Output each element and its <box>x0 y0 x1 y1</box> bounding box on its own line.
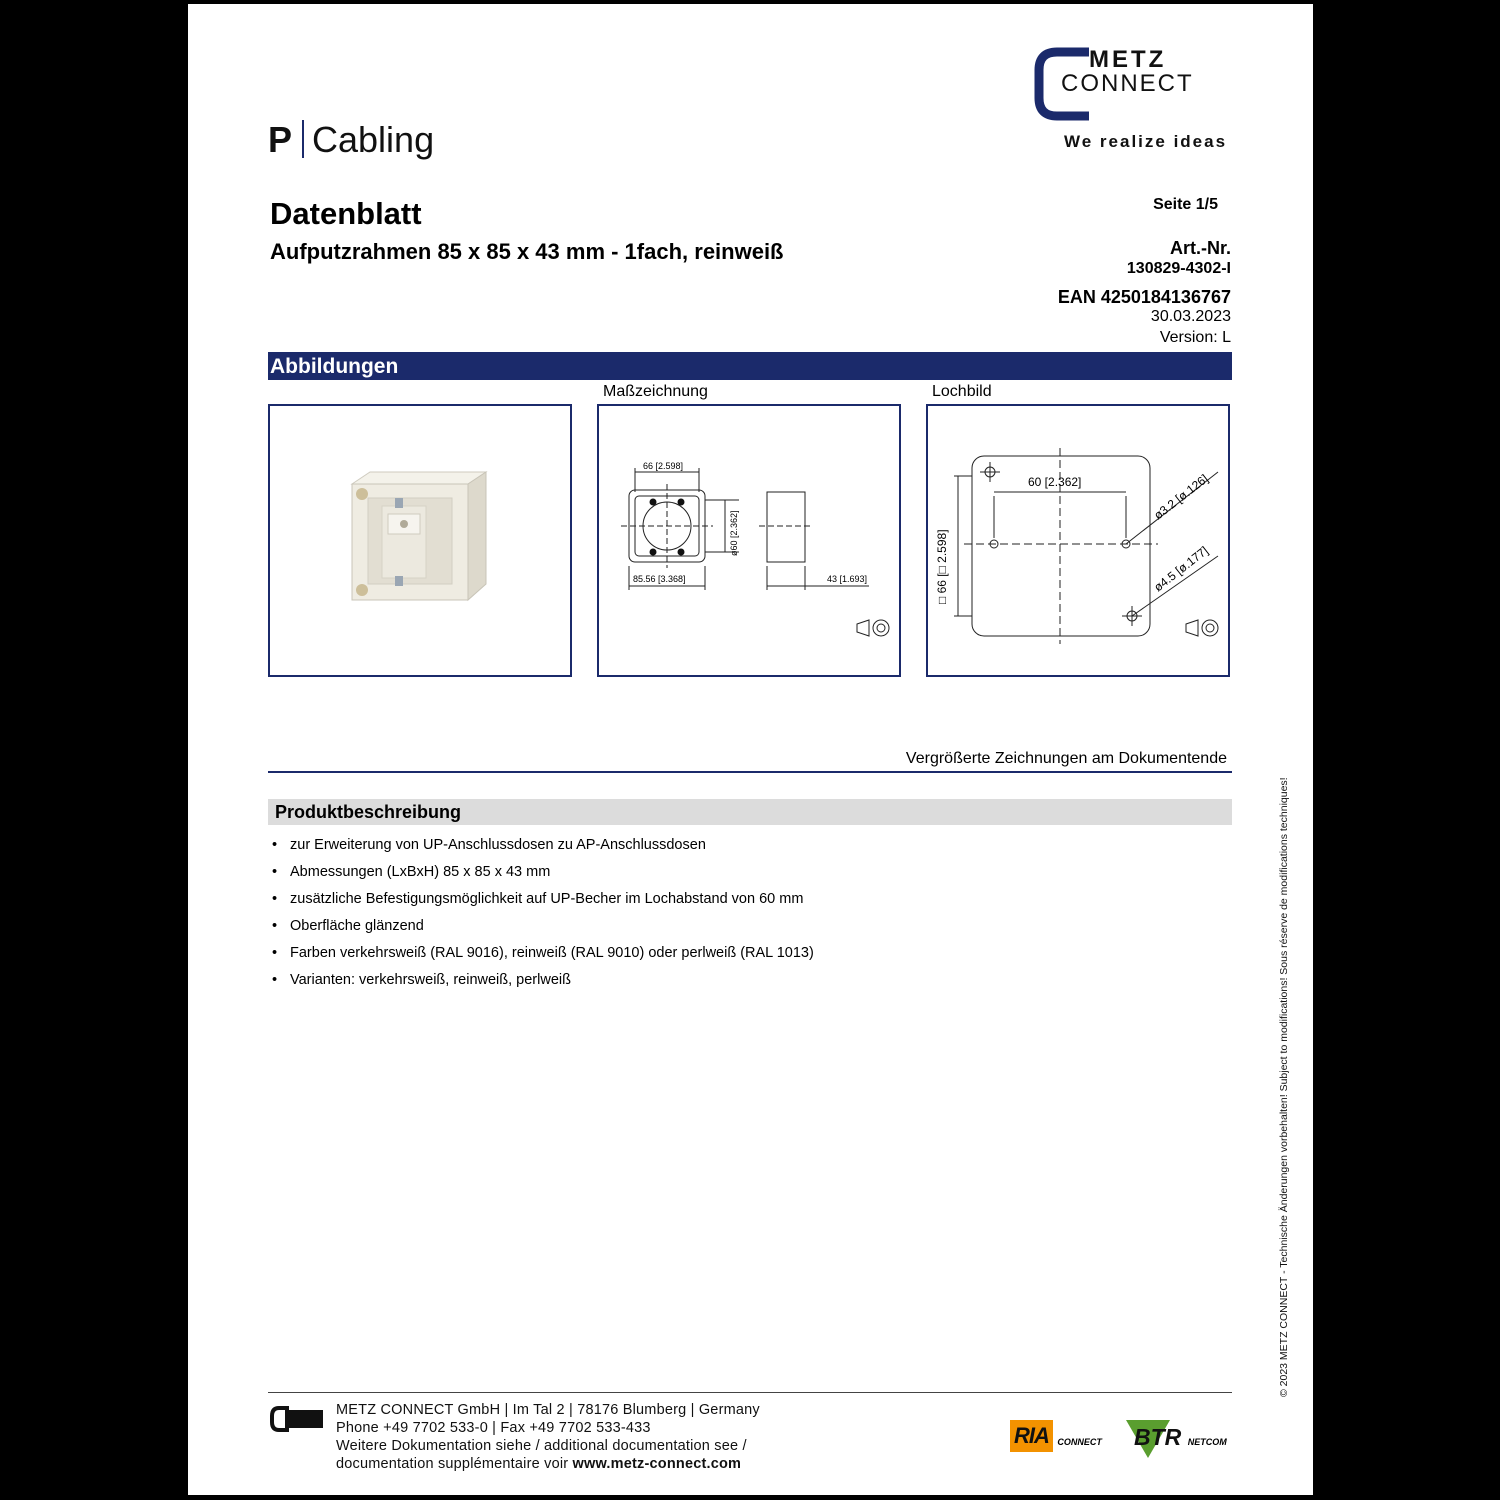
hole-square-label: □ 66 [□ 2.598] <box>935 529 949 604</box>
caption-dimension-drawing: Maßzeichnung <box>603 383 708 400</box>
footer-line-phone: Phone +49 7702 533-0 | Fax +49 7702 533-433 <box>336 1420 651 1436</box>
btr-logo-mark: BTR <box>1134 1424 1182 1450</box>
doc-version: Version: L <box>1159 329 1231 346</box>
ria-logo-mark: RIA <box>1010 1420 1053 1452</box>
logo-metz: METZ <box>1089 46 1167 73</box>
doc-title: Datenblatt <box>270 196 422 231</box>
brand-title <box>268 119 434 161</box>
metz-connect-logo <box>1033 46 1233 156</box>
ria-logo-sub: CONNECT <box>1057 1437 1102 1447</box>
brand-name: Cabling <box>312 119 435 160</box>
btr-logo-sub: NETCOM <box>1187 1437 1227 1447</box>
footer-divider <box>268 1392 1232 1393</box>
list-item: • zusätzliche Befestigungsmöglichkeit auf UP-Becher im Lochabstand von 60 mm <box>272 891 804 907</box>
ria-connect-logo <box>1010 1420 1102 1456</box>
hole-pattern-drawing <box>928 406 1228 676</box>
list-item: • Varianten: verkehrsweiß, reinweiß, perlweiß <box>272 972 571 988</box>
art-label: Art.-Nr. <box>1169 238 1231 258</box>
list-item: • Oberfläche glänzend <box>272 918 424 934</box>
dimension-drawing <box>599 406 899 676</box>
product-image-box <box>268 404 572 677</box>
copyright-side-note: © 2023 METZ CONNECT - Technische Änderungen vorbehalten! Subject to modifications! Sous réserve de modifications techniques! <box>1278 777 1290 1397</box>
brand-divider <box>302 120 304 158</box>
logo-connect: CONNECT <box>1061 70 1194 97</box>
datasheet-page <box>188 4 1313 1495</box>
dim-outer-label: 85.56 [3.368] <box>633 574 686 584</box>
list-item: • Farben verkehrsweiß (RAL 9016), reinweiß (RAL 9010) oder perlweiß (RAL 1013) <box>272 945 814 961</box>
enlarged-drawings-note: Vergrößerte Zeichnungen am Dokumentende <box>905 750 1227 767</box>
section-divider <box>268 771 1232 773</box>
dim-diameter-label: ø60 [2.362] <box>729 510 739 556</box>
hole-small-diameter-label: ø3.2 [ø.126] <box>1151 471 1211 523</box>
footer-logo-icon <box>269 1404 325 1434</box>
art-number: 130829-4302-I <box>1126 260 1231 277</box>
footer-line-company: METZ CONNECT GmbH | Im Tal 2 | 78176 Blumberg | Germany <box>336 1402 760 1418</box>
brand-letter: P <box>268 119 293 160</box>
description-list <box>272 837 814 999</box>
footer-line-docs: Weitere Dokumentation siehe / additional documentation see / <box>336 1438 747 1454</box>
ean-number: EAN 4250184136767 <box>1057 287 1231 307</box>
section-produktbeschreibung: Produktbeschreibung <box>268 799 1232 825</box>
caption-hole-pattern: Lochbild <box>932 383 992 400</box>
footer-address <box>336 1401 760 1473</box>
hole-large-diameter-label: ø4.5 [ø.177] <box>1151 543 1211 595</box>
footer-line-docs-fr: documentation supplémentaire voir www.metz-connect.com <box>336 1456 742 1472</box>
page-number: Seite 1/5 <box>1153 196 1218 213</box>
list-item: • zur Erweiterung von UP-Anschlussdosen zu AP-Anschlussdosen <box>272 837 706 853</box>
list-item: • Abmessungen (LxBxH) 85 x 85 x 43 mm <box>272 864 551 880</box>
dimension-drawing-box <box>597 404 901 677</box>
dim-depth-label: 43 [1.693] <box>827 574 868 584</box>
product-photo-illustration <box>270 406 570 676</box>
btr-netcom-logo <box>1126 1420 1227 1450</box>
logo-tagline: We realize ideas <box>1064 132 1228 151</box>
section-abbildungen: Abbildungen <box>268 352 1232 380</box>
hole-pattern-box <box>926 404 1230 677</box>
dim-width-label: 66 [2.598] <box>643 461 684 471</box>
hole-spacing-label: 60 [2.362] <box>1028 475 1082 489</box>
footer-website-link[interactable]: www.metz-connect.com <box>572 1456 742 1472</box>
doc-subtitle: Aufputzrahmen 85 x 85 x 43 mm - 1fach, reinweiß <box>270 239 784 264</box>
doc-date: 30.03.2023 <box>1150 308 1231 325</box>
